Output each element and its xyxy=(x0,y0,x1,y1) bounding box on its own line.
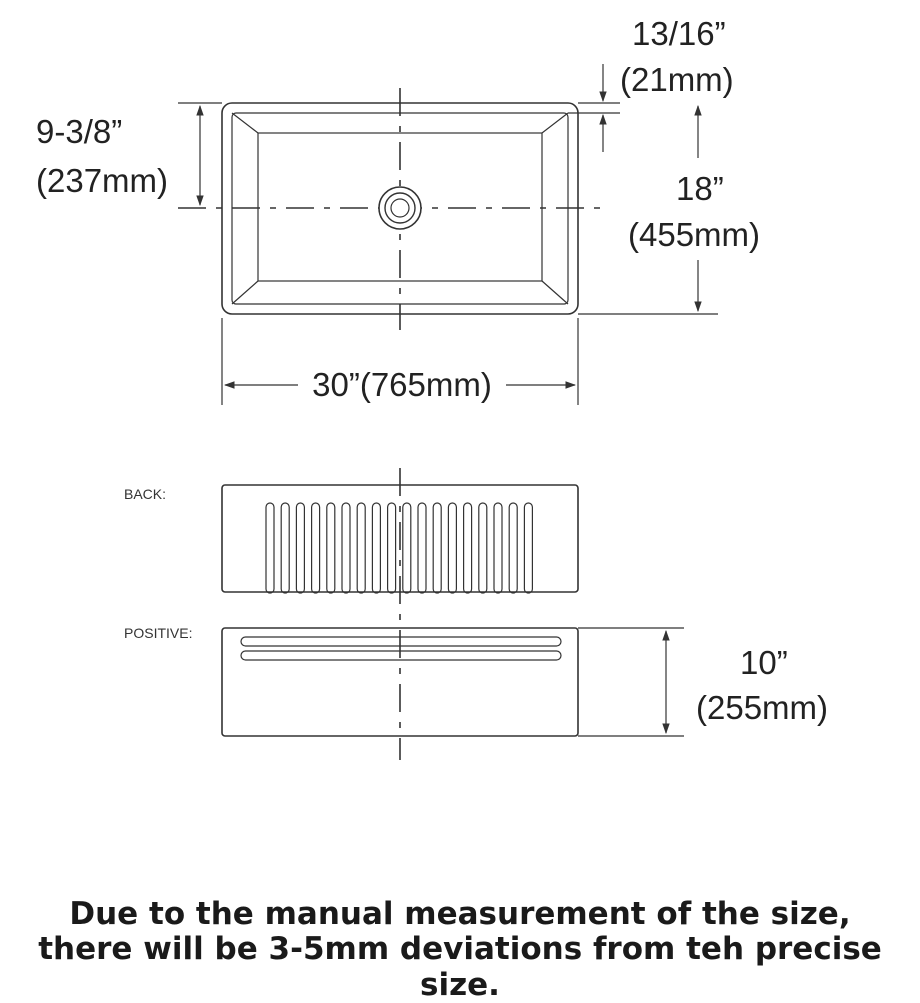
back-flute xyxy=(327,503,335,593)
back-flute xyxy=(403,503,411,593)
positive-label: POSITIVE: xyxy=(124,625,193,641)
back-flute xyxy=(464,503,472,593)
drain-offset-label: 9-3/8” xyxy=(36,113,123,150)
back-flute xyxy=(494,503,502,593)
back-label: BACK: xyxy=(124,486,167,502)
depth-mm-label: (455mm) xyxy=(628,216,761,253)
top-view xyxy=(36,15,760,405)
note-line-2: there will be 3-5mm deviations from teh precise size. xyxy=(38,931,882,1003)
positive-view xyxy=(124,468,828,760)
depth-label: 18” xyxy=(676,170,724,207)
back-flute xyxy=(524,503,532,593)
back-flute xyxy=(357,503,365,593)
back-flute xyxy=(509,503,517,593)
back-flute xyxy=(433,503,441,593)
back-flute xyxy=(418,503,426,593)
back-flute xyxy=(266,503,274,593)
back-flute xyxy=(312,503,320,593)
back-view xyxy=(124,485,578,593)
height-label: 10” xyxy=(740,644,788,681)
back-flute xyxy=(342,503,350,593)
note-line-1: Due to the manual measurement of the size, xyxy=(69,896,851,932)
back-flute xyxy=(281,503,289,593)
height-mm-label: (255mm) xyxy=(696,689,829,726)
drain-icon xyxy=(379,187,421,229)
rim-mm-label: (21mm) xyxy=(620,61,734,98)
width-label: 30”(765mm) xyxy=(312,366,492,403)
back-flute xyxy=(448,503,456,593)
front-groove-top xyxy=(241,637,561,646)
front-groove-bottom xyxy=(241,651,561,660)
drain-offset-mm-label: (237mm) xyxy=(36,162,169,199)
back-flute xyxy=(296,503,304,593)
back-flute xyxy=(388,503,396,593)
rim-label: 13/16” xyxy=(632,15,726,52)
back-flute xyxy=(479,503,487,593)
back-flute xyxy=(372,503,380,593)
